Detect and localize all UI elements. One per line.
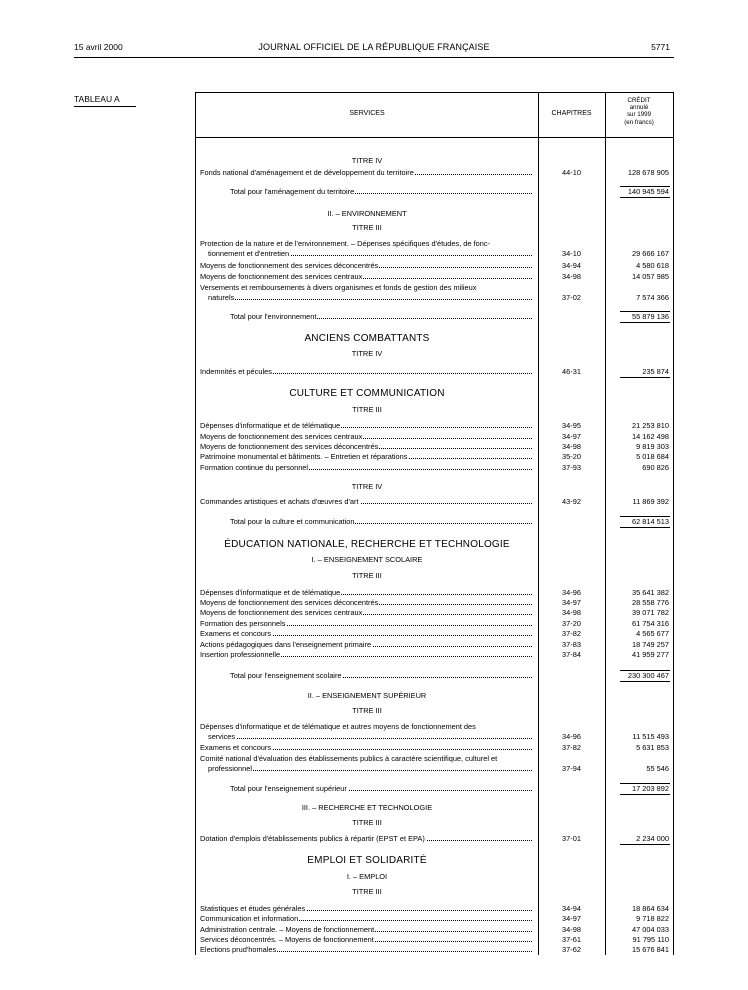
credit-amount: 5 631 853 (636, 743, 669, 752)
total-rule-top (620, 670, 670, 671)
row-label-text: Communication et information (200, 914, 299, 923)
row-label-text: Elections prud'homales (200, 945, 277, 954)
row-label-text: Comité national d'évaluation des établissements publics à caractère scientifique, culturel et (200, 754, 498, 763)
chapter-code: 37-84 (562, 650, 581, 659)
chapter-code: 34-98 (562, 925, 581, 934)
table-row (196, 914, 673, 924)
credits-table (195, 92, 674, 955)
row-label-text: Moyens de fonctionnement des services centraux (200, 272, 363, 281)
credit-amount: 11 869 392 (632, 497, 669, 506)
table-row (196, 743, 673, 753)
row-label (200, 463, 532, 472)
total-row (196, 312, 673, 322)
credit-amount: 4 580 618 (636, 261, 669, 270)
row-label-text: Services déconcentrés. – Moyens de fonctionnement (200, 935, 374, 944)
chapter-code: 34-10 (562, 249, 581, 258)
chapter-code: 37-61 (562, 935, 581, 944)
row-label (200, 650, 532, 659)
table-row (196, 249, 673, 259)
total-label (230, 312, 532, 321)
credit-amount: 17 203 892 (632, 784, 669, 793)
row-label-text: Indemnités et pécules (200, 367, 272, 376)
total-rule-bottom (620, 681, 670, 682)
amount-underline (620, 844, 670, 845)
row-label-text: services (208, 732, 236, 741)
credit-amount: 2 234 000 (636, 834, 669, 843)
chapter-code: 37-62 (562, 945, 581, 954)
section-heading: ÉDUCATION NATIONALE, RECHERCHE ET TECHNOLOGIE (224, 539, 510, 550)
chapter-code: 34-98 (562, 442, 581, 451)
table-row (196, 168, 673, 178)
journal-title: JOURNAL OFFICIEL DE LA RÉPUBLIQUE FRANÇAISE (258, 42, 490, 52)
row-label (208, 732, 532, 741)
table-row (196, 239, 673, 249)
table-row (196, 588, 673, 598)
credit-amount: 55 546 (646, 764, 669, 773)
chapter-code: 37-93 (562, 463, 581, 472)
table-row (196, 452, 673, 462)
table-label-rule (74, 106, 136, 107)
credit-amount: 21 253 810 (632, 421, 669, 430)
table-row (196, 764, 673, 774)
row-label-text: Moyens de fonctionnement des services déconcentrés (200, 598, 379, 607)
row-label (200, 925, 532, 934)
row-label (200, 619, 532, 628)
row-label (200, 283, 532, 292)
table-row (196, 608, 673, 618)
credit-amount: 14 057 985 (632, 272, 669, 281)
row-label-text: Total pour l'enseignement scolaire (230, 671, 342, 680)
table-row (196, 619, 673, 629)
section-heading: TITRE IV (351, 156, 383, 165)
table-label: TABLEAU A (74, 94, 120, 104)
chapter-code: 34-97 (562, 914, 581, 923)
credit-amount: 35 641 382 (632, 588, 669, 597)
credit-header-line: (en francs) (624, 118, 654, 126)
chapter-code: 34-98 (562, 608, 581, 617)
row-label-text: Total pour l'environnement (230, 312, 317, 321)
credit-amount: 55 879 136 (632, 312, 669, 321)
credit-amount: 61 754 316 (632, 619, 669, 628)
table-row (196, 367, 673, 377)
column-header-chapitres: CHAPITRES (551, 110, 592, 117)
chapter-code: 34-96 (562, 588, 581, 597)
row-label (200, 272, 532, 281)
table-row (196, 421, 673, 431)
chapter-code: 37-82 (562, 743, 581, 752)
chapter-code: 34-97 (562, 598, 581, 607)
row-label-text: Moyens de fonctionnement des services centraux (200, 608, 363, 617)
total-rule-bottom (620, 527, 670, 528)
total-rule-bottom (620, 197, 670, 198)
row-label-text: Patrimoine monumental et bâtiments. – Entretien et réparations (200, 452, 408, 461)
column-header-services: SERVICES (349, 110, 385, 117)
row-label (200, 914, 532, 923)
table-row (196, 904, 673, 914)
credit-amount: 28 558 776 (632, 598, 669, 607)
credit-header-line: sur 1999 (626, 111, 652, 119)
credit-header-line: annulé (629, 104, 649, 112)
table-row (196, 293, 673, 303)
credit-amount: 91 795 110 (632, 935, 669, 944)
section-heading: TITRE IV (351, 349, 383, 358)
total-label (230, 517, 532, 526)
row-label-text: Dépenses d'informatique et de télématique (200, 421, 341, 430)
row-label-text: Fonds national d'aménagement et de développement du territoire (200, 168, 414, 177)
table-row (196, 598, 673, 608)
row-label (200, 432, 532, 441)
chapter-code: 46-31 (562, 367, 581, 376)
total-label (230, 187, 532, 196)
table-row (196, 640, 673, 650)
row-label (200, 442, 532, 451)
credit-amount: 690 826 (642, 463, 669, 472)
section-heading: ANCIENS COMBATTANTS (304, 333, 430, 344)
row-label (200, 588, 532, 597)
row-label-text: Dépenses d'informatique et de télématique et autres moyens de fonctionnement des (200, 722, 476, 731)
chapter-code: 35-20 (562, 452, 581, 461)
table-row (196, 442, 673, 452)
table-row (196, 732, 673, 742)
table-row (196, 629, 673, 639)
row-label (208, 764, 532, 773)
credit-amount: 4 565 677 (636, 629, 669, 638)
chapter-code: 37-82 (562, 629, 581, 638)
credit-amount: 62 814 513 (632, 517, 669, 526)
row-label-text: Insertion professionnelle (200, 650, 281, 659)
row-label-text: tionnement et d'entretien (208, 249, 290, 258)
row-label (200, 598, 532, 607)
total-rule-top (620, 516, 670, 517)
credit-amount: 47 004 033 (632, 925, 669, 934)
row-label-text: Protection de la nature et de l'environnement. – Dépenses spécifiques d'études, de fonc- (200, 239, 491, 248)
row-label-text: Moyens de fonctionnement des services centraux (200, 432, 363, 441)
section-heading: I. – ENSEIGNEMENT SCOLAIRE (311, 555, 423, 564)
table-row (196, 497, 673, 507)
table-row (196, 283, 673, 293)
row-label (200, 367, 532, 376)
total-row (196, 671, 673, 681)
row-label-text: Examens et concours (200, 743, 272, 752)
section-heading: TITRE III (352, 571, 382, 580)
page-number: 5771 (651, 42, 670, 52)
row-label-text: Administration centrale. – Moyens de fonctionnement (200, 925, 375, 934)
row-label-text: Formation des personnels (200, 619, 286, 628)
row-label (200, 629, 532, 638)
row-label (200, 743, 532, 752)
section-heading: I. – EMPLOI (346, 872, 388, 881)
row-label-text: Total pour l'aménagement du territoire (230, 187, 355, 196)
credit-amount: 5 018 684 (636, 452, 669, 461)
row-label-text: Formation continue du personnel (200, 463, 309, 472)
chapter-code: 37-02 (562, 293, 581, 302)
amount-underline (620, 377, 670, 378)
table-row (196, 463, 673, 473)
section-heading: TITRE IV (351, 482, 383, 491)
section-heading: III. – RECHERCHE ET TECHNOLOGIE (301, 803, 433, 812)
table-row (196, 925, 673, 935)
table-row (196, 722, 673, 732)
chapter-code: 34-94 (562, 904, 581, 913)
chapter-code: 34-95 (562, 421, 581, 430)
section-heading: TITRE III (352, 887, 382, 896)
table-body (196, 93, 673, 955)
row-label (208, 293, 532, 302)
row-label-text: Examens et concours (200, 629, 272, 638)
chapter-code: 34-97 (562, 432, 581, 441)
section-heading: TITRE III (352, 223, 382, 232)
row-label (200, 722, 532, 731)
chapter-code: 44-10 (562, 168, 581, 177)
row-label (200, 935, 532, 944)
row-label (200, 754, 532, 763)
total-row (196, 517, 673, 527)
table-row (196, 261, 673, 271)
credit-amount: 128 678 905 (627, 168, 669, 177)
credit-amount: 15 676 841 (632, 945, 669, 954)
header-rule (74, 57, 674, 58)
row-label (200, 497, 532, 506)
row-label-text: Dépenses d'informatique et de télématique (200, 588, 341, 597)
section-heading: II. – ENSEIGNEMENT SUPÉRIEUR (307, 691, 427, 700)
table-row (196, 272, 673, 282)
total-label (230, 784, 532, 793)
credit-amount: 29 666 167 (632, 249, 669, 258)
table-row (196, 945, 673, 955)
section-heading: TITRE III (352, 818, 382, 827)
section-heading: II. – ENVIRONNEMENT (327, 209, 407, 218)
credit-header-line: CRÉDIT (627, 97, 651, 104)
section-heading: TITRE III (352, 706, 382, 715)
row-label (200, 904, 532, 913)
row-label (208, 249, 532, 258)
credit-amount: 7 574 366 (636, 293, 669, 302)
row-label-text: Total pour l'enseignement supérieur (230, 784, 347, 793)
row-label-text: Commandes artistiques et achats d'œuvres d'art (200, 497, 359, 506)
credit-amount: 230 300 467 (627, 671, 669, 680)
table-row (196, 754, 673, 764)
total-rule-bottom (620, 794, 670, 795)
total-rule-top (620, 186, 670, 187)
chapter-code: 43-92 (562, 497, 581, 506)
header-date: 15 avril 2000 (74, 42, 123, 52)
row-label-text: Dotation d'emplois d'établissements publics à répartir (EPST et EPA) (200, 834, 425, 843)
table-row (196, 650, 673, 660)
table-row (196, 432, 673, 442)
chapter-code: 34-98 (562, 272, 581, 281)
credit-amount: 235 874 (642, 367, 669, 376)
total-row (196, 187, 673, 197)
row-label-text: naturels (208, 293, 235, 302)
credit-amount: 14 162 498 (632, 432, 669, 441)
row-label (200, 640, 532, 649)
row-label-text: Versements et remboursements à divers organismes et fonds de gestion des milieux (200, 283, 477, 292)
table-row (196, 935, 673, 945)
row-label (200, 261, 532, 270)
chapter-code: 34-96 (562, 732, 581, 741)
chapter-code: 37-94 (562, 764, 581, 773)
row-label (200, 834, 532, 843)
credit-amount: 9 819 303 (636, 442, 669, 451)
section-heading: CULTURE ET COMMUNICATION (289, 388, 445, 399)
row-label (200, 168, 532, 177)
total-rule-bottom (620, 322, 670, 323)
section-heading: TITRE III (352, 405, 382, 414)
table-row (196, 834, 673, 844)
total-label (230, 671, 532, 680)
row-label-text: Moyens de fonctionnement des services déconcentrés (200, 261, 379, 270)
chapter-code: 37-20 (562, 619, 581, 628)
row-label (200, 608, 532, 617)
row-label (200, 239, 532, 248)
total-rule-top (620, 311, 670, 312)
chapter-code: 37-01 (562, 834, 581, 843)
credit-amount: 41 959 277 (632, 650, 669, 659)
row-label (200, 421, 532, 430)
total-rule-top (620, 783, 670, 784)
section-heading: EMPLOI ET SOLIDARITÉ (307, 855, 427, 866)
credit-amount: 9 718 822 (636, 914, 669, 923)
credit-amount: 18 864 634 (632, 904, 669, 913)
row-label (200, 945, 532, 954)
row-label (200, 452, 532, 461)
total-row (196, 784, 673, 794)
row-label-text: Moyens de fonctionnement des services déconcentrés (200, 442, 379, 451)
credit-amount: 18 749 257 (632, 640, 669, 649)
chapter-code: 37-83 (562, 640, 581, 649)
row-label-text: Total pour la culture et communication (230, 517, 355, 526)
credit-amount: 39 071 782 (632, 608, 669, 617)
credit-amount: 11 515 493 (632, 732, 669, 741)
credit-amount: 140 945 594 (627, 187, 669, 196)
row-label-text: professionnel (208, 764, 252, 773)
row-label-text: Actions pédagogiques dans l'enseignement primaire (200, 640, 372, 649)
chapter-code: 34-94 (562, 261, 581, 270)
row-label-text: Statistiques et études générales (200, 904, 306, 913)
